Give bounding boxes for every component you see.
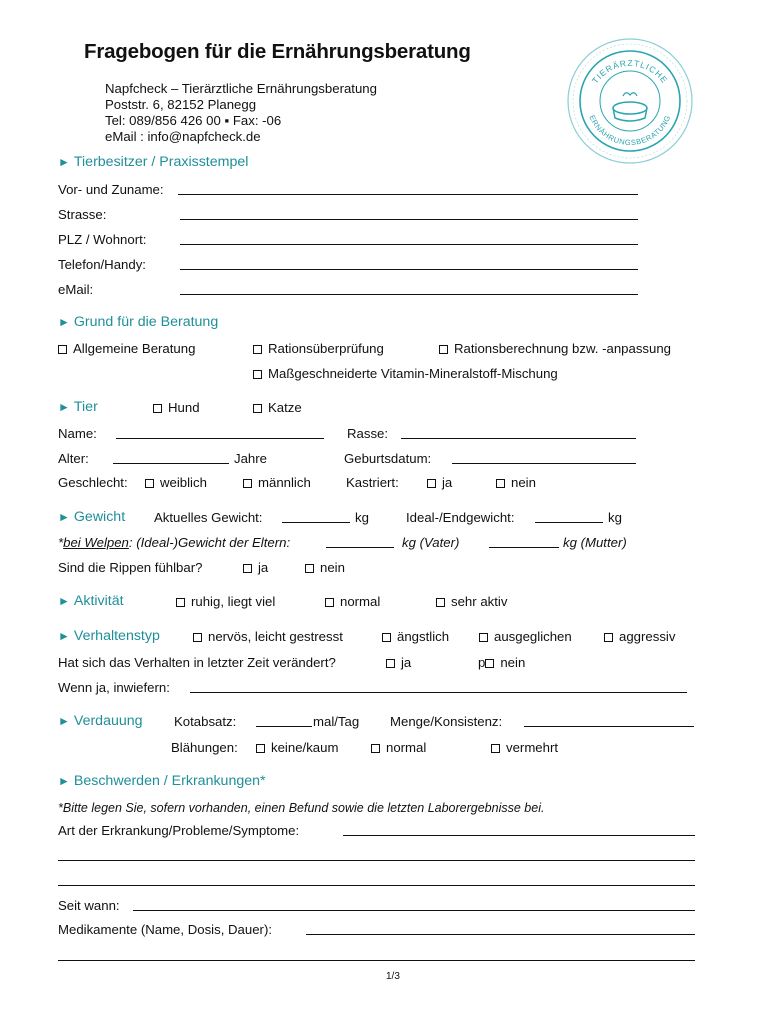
weight-ribs-yes-checkbox[interactable]: ja xyxy=(243,560,268,576)
animal-breed-field[interactable] xyxy=(401,438,636,439)
checkbox-icon xyxy=(256,744,265,753)
animal-birth-label: Geburtsdatum: xyxy=(344,451,432,466)
section-animal-heading: ► Tier xyxy=(58,399,98,415)
complaints-since-label: Seit wann: xyxy=(58,898,120,913)
weight-ribs-label: Sind die Rippen fühlbar? xyxy=(58,560,203,575)
animal-name-field[interactable] xyxy=(116,438,324,439)
weight-father-field[interactable] xyxy=(326,547,394,548)
reason-general-checkbox[interactable]: Allgemeine Beratung xyxy=(58,341,195,357)
reason-calc-checkbox[interactable]: Rationsberechnung bzw. -anpassung xyxy=(439,341,671,357)
weight-ideal-field[interactable] xyxy=(535,522,603,523)
seal-stamp-icon xyxy=(565,36,695,166)
checkbox-icon xyxy=(305,564,314,573)
checkbox-icon xyxy=(427,479,436,488)
animal-years-label: Jahre xyxy=(234,451,267,466)
animal-dog-checkbox[interactable]: Hund xyxy=(153,400,200,416)
animal-breed-label: Rasse: xyxy=(347,426,389,441)
checkbox-icon xyxy=(253,404,262,413)
address-line-1: Napfcheck – Tierärztliche Ernährungsberatung xyxy=(105,81,377,96)
animal-age-label: Alter: xyxy=(58,451,89,466)
page-title: Fragebogen für die Ernährungsberatung xyxy=(84,40,471,63)
page-number: 1/3 xyxy=(386,971,400,982)
reason-mix-checkbox[interactable]: Maßgeschneiderte Vitamin-Mineralstoff-Mischung xyxy=(253,366,558,382)
digestion-consistency-field[interactable] xyxy=(524,726,694,727)
activity-calm-checkbox[interactable]: ruhig, liegt viel xyxy=(176,594,275,610)
complaints-meds-field-2[interactable] xyxy=(58,960,695,961)
section-complaints-heading: ► Beschwerden / Erkrankungen* xyxy=(58,773,266,789)
weight-current-field[interactable] xyxy=(282,522,350,523)
address-line-4: eMail : info@napfcheck.de xyxy=(105,129,261,144)
owner-plz-label: PLZ / Wohnort: xyxy=(58,232,147,247)
weight-ribs-no-checkbox[interactable]: nein xyxy=(305,560,345,576)
weight-puppy-label: *bei Welpen: (Ideal-)Gewicht der Eltern: xyxy=(58,535,291,550)
weight-ideal-unit: kg xyxy=(608,510,622,525)
reason-review-checkbox[interactable]: Rationsüberprüfung xyxy=(253,341,384,357)
digestion-none-checkbox[interactable]: keine/kaum xyxy=(256,740,338,756)
behavior-nervous-checkbox[interactable]: nervös, leicht gestresst xyxy=(193,629,343,645)
owner-email-label: eMail: xyxy=(58,282,94,297)
digestion-consistency-label: Menge/Konsistenz: xyxy=(390,714,503,729)
behavior-changed-label: Hat sich das Verhalten in letzter Zeit verändert? xyxy=(58,655,336,670)
section-digestion-heading: ► Verdauung xyxy=(58,713,143,729)
animal-neutered-yes-checkbox[interactable]: ja xyxy=(427,475,452,491)
svg-text:TIERÄRZTLICHE: TIERÄRZTLICHE xyxy=(589,57,671,86)
complaints-note: *Bitte legen Sie, sofern vorhanden, einen Befund sowie die letzten Laborergebnisse bei. xyxy=(58,801,545,815)
activity-active-checkbox[interactable]: sehr aktiv xyxy=(436,594,507,610)
digestion-normal-checkbox[interactable]: normal xyxy=(371,740,426,756)
weight-current-unit: kg xyxy=(355,510,369,525)
checkbox-icon xyxy=(491,744,500,753)
checkbox-icon xyxy=(436,598,445,607)
activity-normal-checkbox[interactable]: normal xyxy=(325,594,380,610)
weight-mother-field[interactable] xyxy=(489,547,559,548)
owner-name-field[interactable] xyxy=(178,194,638,195)
digestion-stool-label: Kotabsatz: xyxy=(174,714,237,729)
complaints-meds-label: Medikamente (Name, Dosis, Dauer): xyxy=(58,922,273,937)
checkbox-icon xyxy=(325,598,334,607)
checkbox-icon xyxy=(153,404,162,413)
complaints-type-field[interactable] xyxy=(343,835,695,836)
checkbox-icon xyxy=(496,479,505,488)
checkbox-icon xyxy=(243,479,252,488)
owner-street-field[interactable] xyxy=(180,219,638,220)
section-weight-heading: ► Gewicht xyxy=(58,509,126,525)
complaints-meds-field[interactable] xyxy=(306,934,695,935)
owner-street-label: Strasse: xyxy=(58,207,107,222)
weight-mother-label: kg (Mutter) xyxy=(563,535,627,550)
behavior-changed-yes-checkbox[interactable]: ja xyxy=(386,655,411,671)
section-behavior-heading: ► Verhaltenstyp xyxy=(58,628,160,644)
checkbox-icon xyxy=(176,598,185,607)
animal-sex-label: Geschlecht: xyxy=(58,475,128,490)
complaints-type-label: Art der Erkrankung/Probleme/Symptome: xyxy=(58,823,300,838)
digestion-flatulence-label: Blähungen: xyxy=(171,740,238,755)
digestion-stool-field[interactable] xyxy=(256,726,312,727)
behavior-anxious-checkbox[interactable]: ängstlich xyxy=(382,629,449,645)
checkbox-icon xyxy=(145,479,154,488)
digestion-increased-checkbox[interactable]: vermehrt xyxy=(491,740,558,756)
section-activity-heading: ► Aktivität xyxy=(58,593,124,609)
section-owner-heading: ► Tierbesitzer / Praxisstempel xyxy=(58,154,249,170)
checkbox-icon xyxy=(193,633,202,642)
animal-age-field[interactable] xyxy=(113,463,229,464)
checkbox-icon xyxy=(479,633,488,642)
animal-cat-checkbox[interactable]: Katze xyxy=(253,400,302,416)
complaints-since-field[interactable] xyxy=(133,910,695,911)
complaints-type-field-3[interactable] xyxy=(58,885,695,886)
owner-phone-field[interactable] xyxy=(180,269,638,270)
behavior-aggressive-checkbox[interactable]: aggressiv xyxy=(604,629,675,645)
weight-father-label: kg (Vater) xyxy=(402,535,460,550)
behavior-changed-no-checkbox[interactable]: p nein xyxy=(478,655,526,670)
digestion-per-day-label: mal/Tag xyxy=(313,714,360,729)
checkbox-icon xyxy=(485,659,494,668)
address-line-3: Tel: 089/856 426 00 ▪ Fax: -06 xyxy=(105,113,282,128)
animal-name-label: Name: xyxy=(58,426,97,441)
behavior-balanced-checkbox[interactable]: ausgeglichen xyxy=(479,629,572,645)
section-reason-heading: ► Grund für die Beratung xyxy=(58,314,219,330)
complaints-type-field-2[interactable] xyxy=(58,860,695,861)
weight-ideal-label: Ideal-/Endgewicht: xyxy=(406,510,515,525)
animal-neutered-label: Kastriert: xyxy=(346,475,399,490)
owner-email-field[interactable] xyxy=(180,294,638,295)
weight-current-label: Aktuelles Gewicht: xyxy=(154,510,263,525)
checkbox-icon xyxy=(604,633,613,642)
behavior-how-field[interactable] xyxy=(190,692,687,693)
owner-phone-label: Telefon/Handy: xyxy=(58,257,146,272)
animal-neutered-no-checkbox[interactable]: nein xyxy=(496,475,536,491)
address-line-2: Poststr. 6, 82152 Planegg xyxy=(105,97,257,112)
checkbox-icon xyxy=(58,345,67,354)
owner-plz-field[interactable] xyxy=(180,244,638,245)
checkbox-icon xyxy=(243,564,252,573)
svg-text:ERNÄHRUNGSBERATUNG: ERNÄHRUNGSBERATUNG xyxy=(587,113,673,148)
owner-name-label: Vor- und Zuname: xyxy=(58,182,164,197)
checkbox-icon xyxy=(382,633,391,642)
animal-birth-field[interactable] xyxy=(452,463,636,464)
checkbox-icon xyxy=(371,744,380,753)
animal-male-checkbox[interactable]: männlich xyxy=(243,475,311,491)
animal-female-checkbox[interactable]: weiblich xyxy=(145,475,207,491)
checkbox-icon xyxy=(439,345,448,354)
checkbox-icon xyxy=(253,370,262,379)
behavior-how-label: Wenn ja, inwiefern: xyxy=(58,680,170,695)
checkbox-icon xyxy=(386,659,395,668)
checkbox-icon xyxy=(253,345,262,354)
